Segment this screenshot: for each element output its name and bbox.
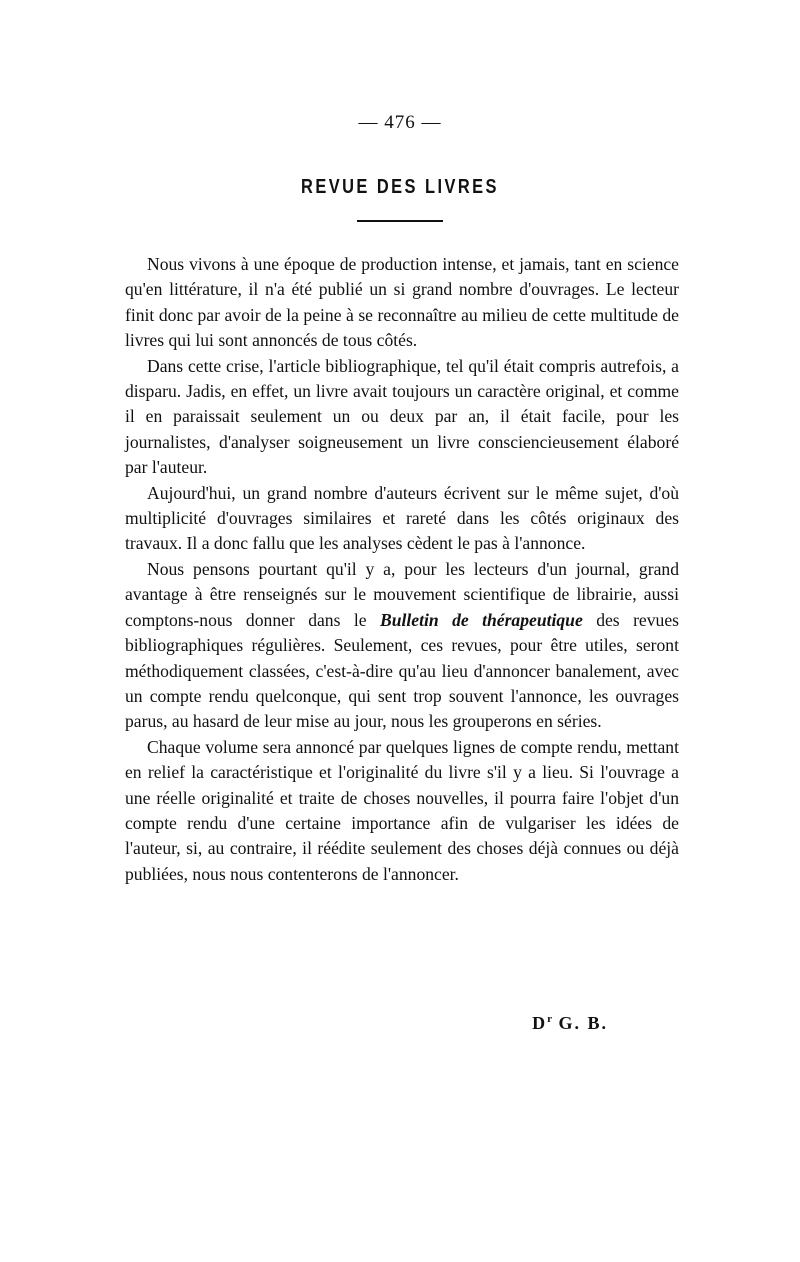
signature-name: G. B. (551, 1013, 608, 1033)
signature-prefix: D (532, 1013, 548, 1033)
journal-title: Bulletin de thérapeutique (379, 609, 583, 630)
section-heading: REVUE DES LIVRES (301, 176, 499, 198)
paragraph-2: Dans cette crise, l'article bibliographique, tel qu'il était compris autrefois, a disparu. Jadis, en effet, un livre avait toujours un caractère original, et comme il en paraissait seulement un ou deux par an, il était facile, pour les journalistes, d'analyser soigneusement un livre consciencieusement élaboré par l'auteur. (125, 355, 679, 478)
signature (532, 1013, 608, 1034)
paragraph-1: Nous vivons à une époque de production intense, et jamais, tant en science qu'en littérature, il n'a été publié un si grand nombre d'ouvrages. Le lecteur finit donc par avoir de la peine à se reconnaître au milieu de cette multitude de livres qui lui sont annoncés de tous côtés. (125, 254, 679, 351)
page-number: — 476 — (358, 112, 442, 133)
paragraph-5: Chaque volume sera annoncé par quelques lignes de compte rendu, mettant en relief la caractéristique et l'originalité du livre s'il y a lieu. Si l'ouvrage a une réelle originalité et traite de choses nouvelles, il pourra faire l'objet d'un compte rendu d'une certaine importance afin de vulgariser les idées de l'auteur, si, au contraire, il réédite seulement des choses déjà connues ou déjà publiées, nous nous contenterons de l'annoncer. (125, 736, 679, 884)
paragraph-3: Aujourd'hui, un grand nombre d'auteurs écrivent sur le même sujet, d'où multiplicité d'ouvrages similaires et rareté dans les côtés originaux des travaux. Il a donc fallu que les analyses cèdent le pas à l'annonce. (125, 482, 679, 554)
article-body (125, 252, 679, 887)
heading-rule (357, 220, 443, 222)
signature-superscript: r (547, 1013, 552, 1025)
paragraph-4-text-before: Nous pensons pourtant qu'il y a, pour les lecteurs d'un journal, grand avantage à être renseignés sur le mouvement scientifique de librairie, aussi comptons-nous donner dans le (125, 558, 679, 630)
paragraph-4 (125, 557, 679, 735)
paragraph-4-text-after: des revues bibliographiques régulières. Seulement, ces revues, pour être utiles, seront méthodiquement classées, c'est-à-dire qu'au lieu d'annoncer banalement, avec un compte rendu quelconque, qui sent trop souvent l'annonce, les ouvrages parus, au hasard de leur mise au jour, nous les grouperons en séries. (125, 609, 679, 732)
